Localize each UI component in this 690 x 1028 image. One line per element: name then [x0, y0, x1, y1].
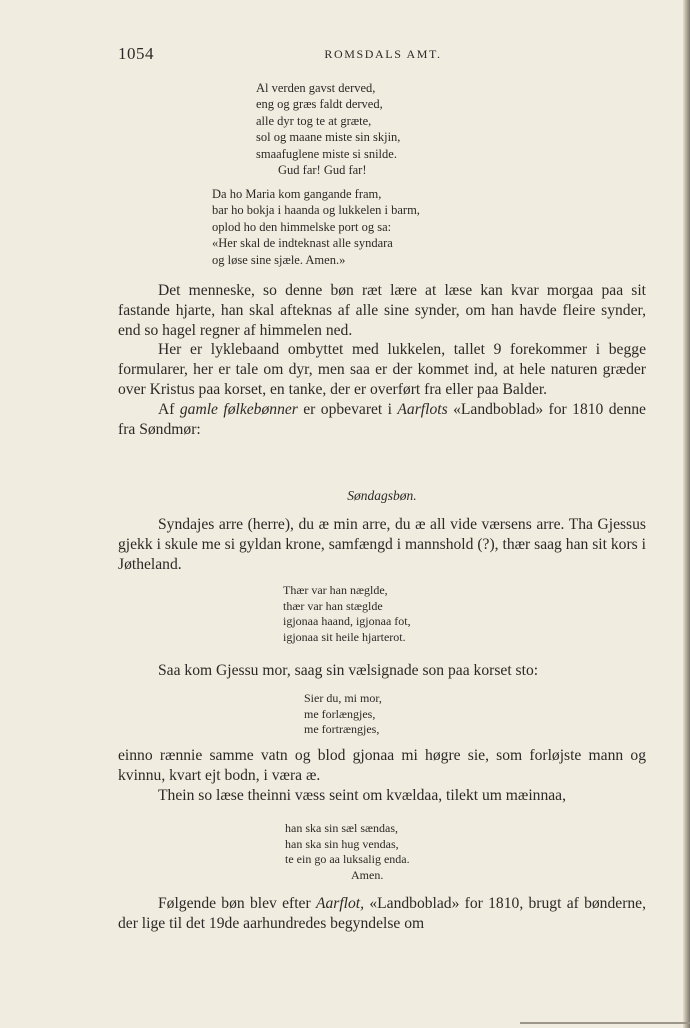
verse-line: bar ho bokja i haanda og lukkelen i barm, — [212, 203, 420, 218]
paragraph: einno rænnie samme vatn og blod gjonaa mi høgre sie, som forløjste mann og kvinnu, kvart ejt bodn, i væra æ. — [118, 747, 646, 784]
verse-line: «Her skal de indteknast alle syndara — [212, 236, 393, 251]
page-edge-line — [520, 1022, 690, 1024]
verse-line: han ska sin sæl sændas, — [285, 821, 399, 835]
verse-line: igjonaa haand, igjonaa fot, — [283, 614, 411, 628]
verse-line: sol og maane miste sin skjin, — [256, 130, 401, 145]
paragraph: Følgende bøn blev efter Aarflot, «Landboblad» for 1810, brugt af bønderne, der lige til det 19de aarhundredes begyndelse om — [118, 895, 646, 932]
page-header — [118, 44, 648, 66]
verse-line: igjonaa sit heile hjarterot. — [283, 629, 406, 644]
verse-line: Sier du, mi mor, — [304, 691, 382, 705]
verse-line: Da ho Maria kom gangande fram, — [212, 187, 382, 201]
paragraph: Det menneske, so denne bøn ræt lære at læse kan kvar morgaa paa sit fastande hjarte, han skal afteknas af alle sine synder, om han havde fleire synder, end so hagel regner af himmelen ned. — [118, 282, 646, 339]
verse-line: Amen. — [351, 867, 384, 882]
verse-line: smaafuglene miste si snilde. — [256, 146, 397, 161]
verse-line: Al verden gavst derved, — [256, 81, 376, 95]
italic-name: Aarflot, — [315, 895, 365, 912]
verse-line: oplod ho den himmelske port og sa: — [212, 219, 392, 234]
verse-line: eng og græs faldt derved, — [256, 97, 383, 112]
verse-line: me fortrængjes, — [304, 722, 380, 736]
verse-block-5 — [285, 821, 410, 883]
paragraph: Thein so læse theinni væss seint om kvældaa, tilekt um mæinnaa, — [158, 786, 567, 804]
verse-line: og løse sine sjæle. Amen.» — [212, 252, 346, 267]
page-number: 1054 — [118, 44, 154, 63]
prose-block-3 — [118, 661, 646, 681]
paragraph: Her er lyklebaand ombyttet med lukkelen, tallet 9 forekommer i begge formularer, her er tale om dyr, men saa er der kommet ind, at hele naturen græder over Kristus paa korset, en tanke, der er overført fra eller paa Balder. — [118, 341, 646, 398]
italic-phrase: gamle følkebønner — [179, 400, 298, 418]
running-title: ROMSDALS AMT. — [324, 47, 442, 61]
prose-block-4 — [118, 746, 646, 805]
verse-line: thær var han stæglde — [283, 598, 383, 613]
verse-line: han ska sin hug vendas, — [285, 836, 399, 851]
paragraph: Af gamle følkebønner er opbevaret i Aarflots «Landboblad» for 1810 denne fra Søndmør: — [118, 400, 646, 438]
verse-block-4 — [304, 691, 382, 738]
verse-line: Gud far! Gud far! — [278, 163, 367, 178]
verse-block-3 — [283, 583, 411, 645]
verse-line: alle dyr tog te at græte, — [256, 113, 372, 128]
paragraph: Saa kom Gjessu mor, saag sin vælsignade son paa korset sto: — [158, 662, 539, 679]
paragraph: Syndajes arre (herre), du æ min arre, du æ all vide værsens arre. Tha Gjessus gjekk i skule me si gyldan krone, samfængd i mannshold (?), thær saag han sit kors i Jøtheland. — [118, 516, 646, 573]
verse-block-2 — [212, 186, 420, 268]
prose-block-2 — [118, 515, 646, 574]
verse-block-1 — [256, 80, 400, 178]
prose-block-5 — [118, 894, 646, 934]
italic-name: Aarflots — [397, 400, 448, 418]
verse-line: Thær var han næglde, — [283, 583, 388, 597]
prose-block-1 — [118, 281, 646, 439]
section-caption: Søndagsbøn. — [347, 488, 417, 503]
page-edge-shadow — [683, 0, 690, 1028]
verse-line: me forlængjes, — [304, 706, 376, 721]
verse-line: te ein go aa luksalig enda. — [285, 852, 410, 866]
